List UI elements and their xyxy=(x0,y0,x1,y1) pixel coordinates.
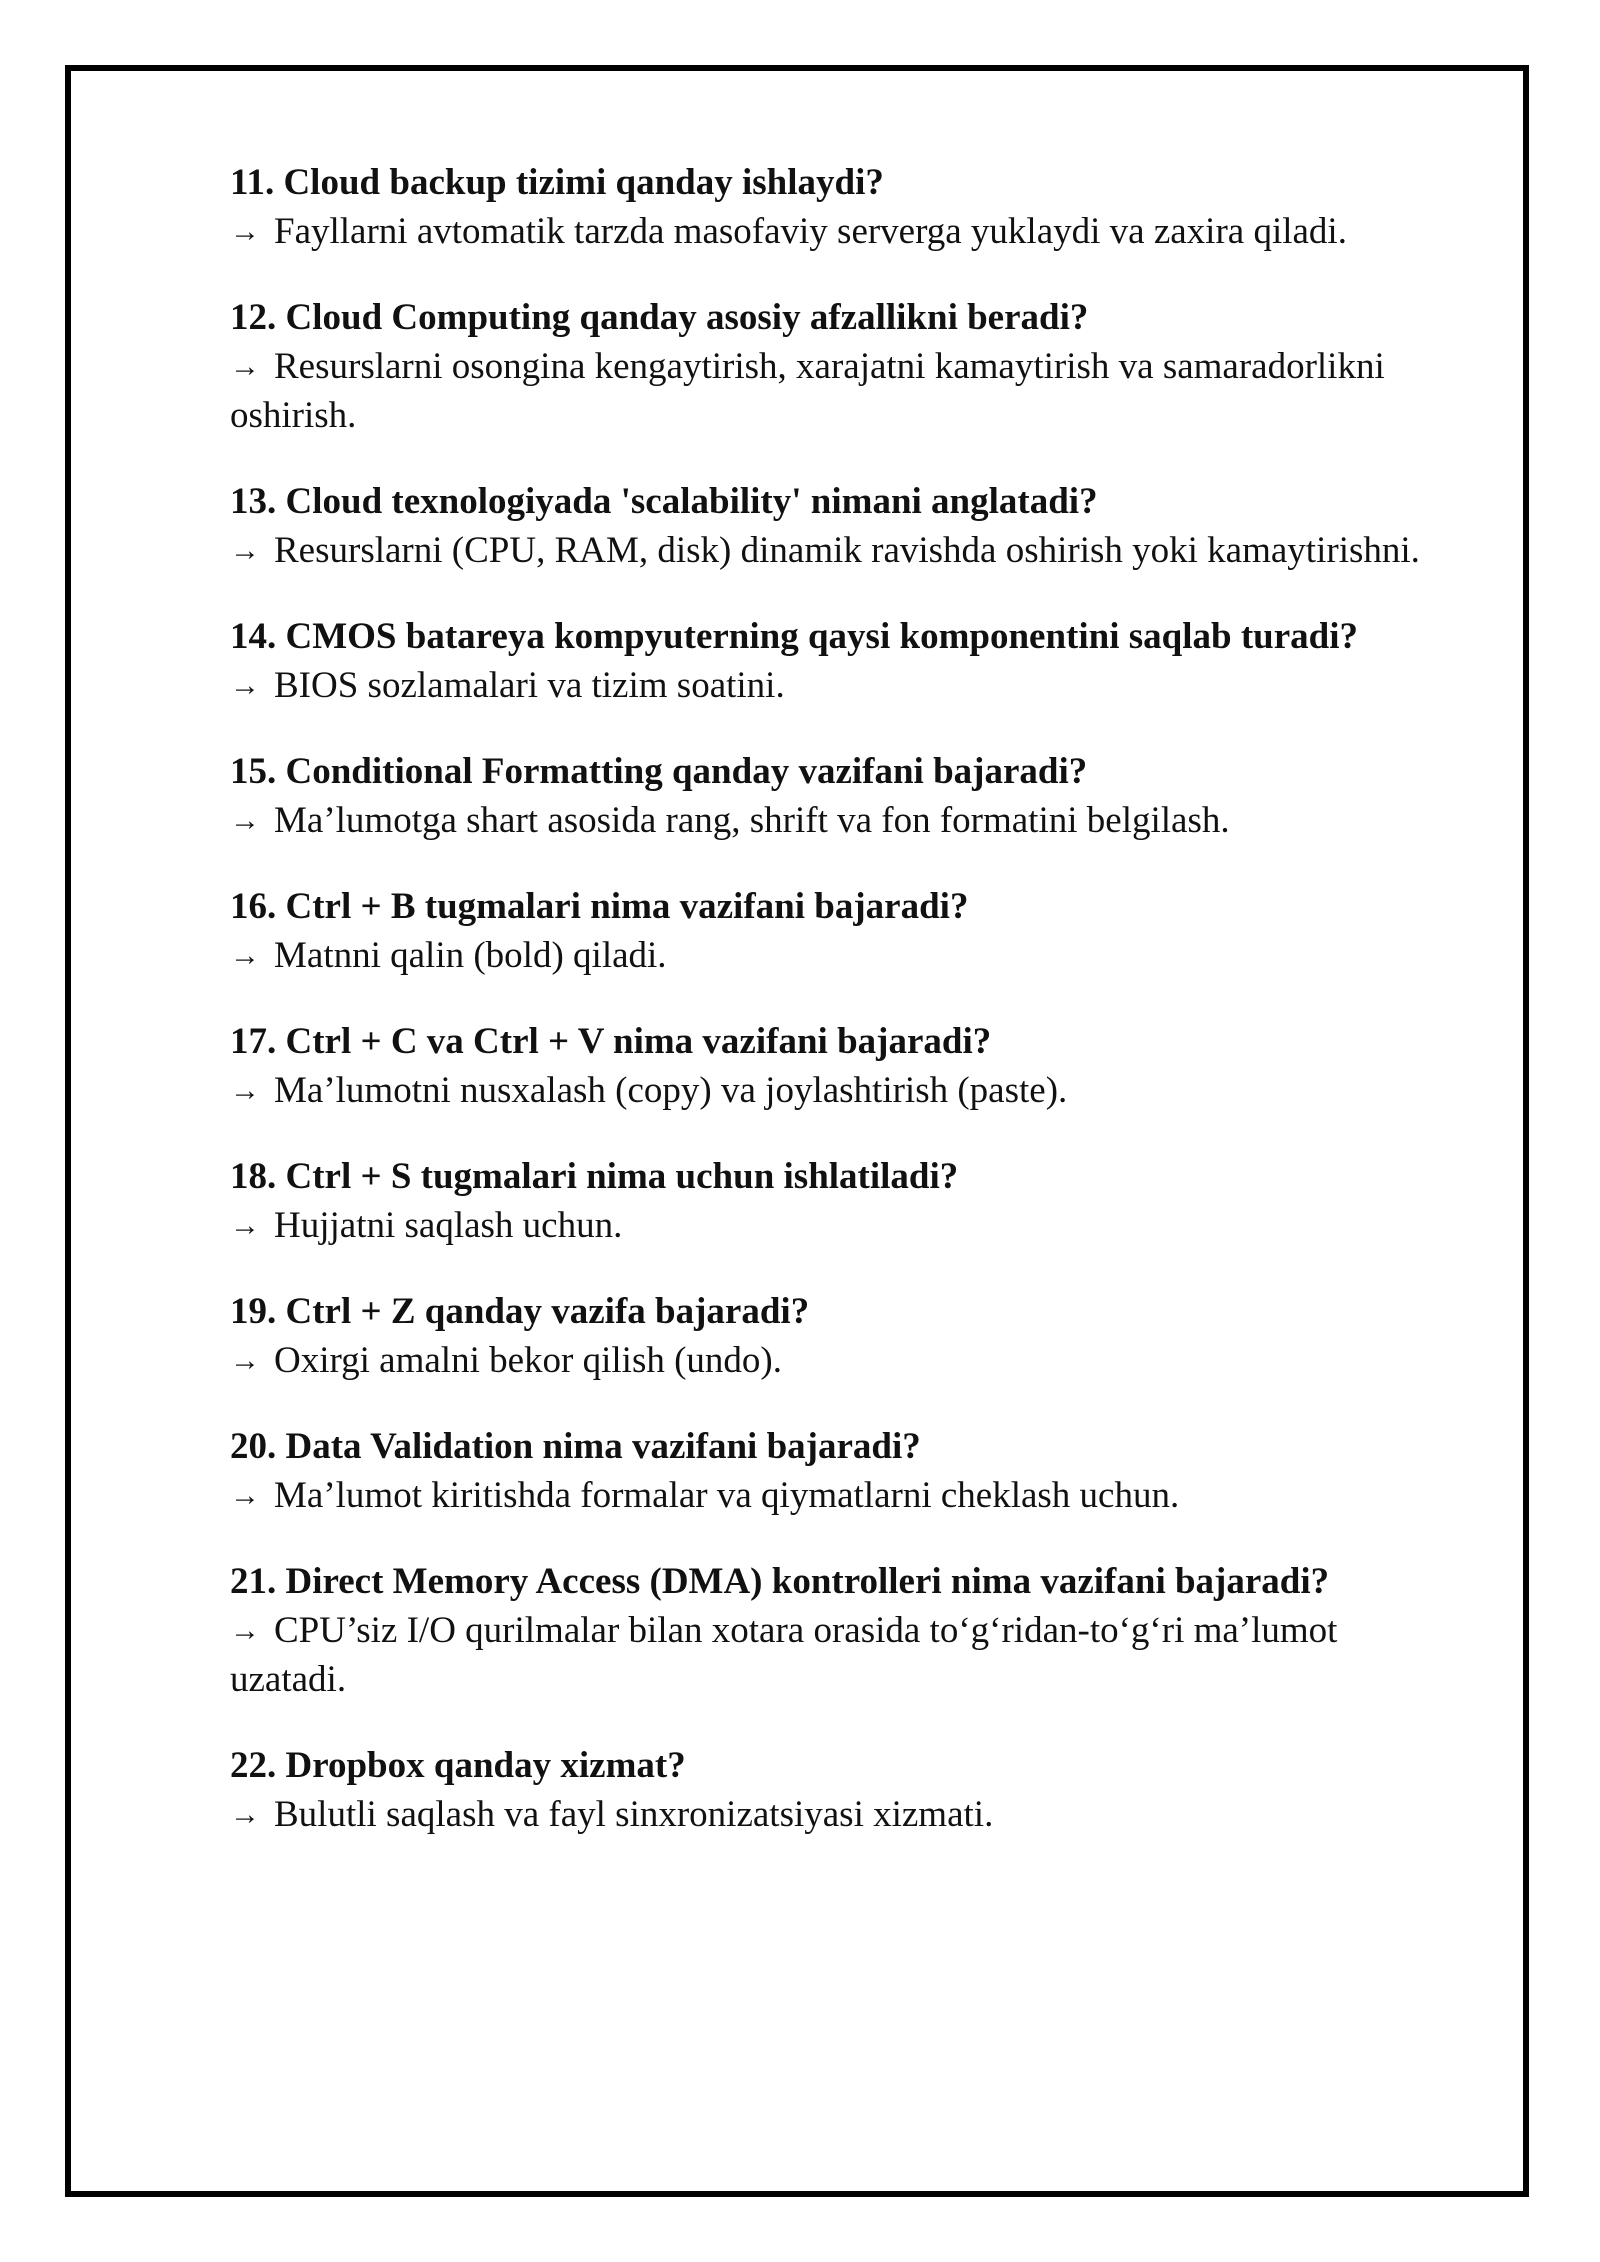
qa-list xyxy=(230,158,1460,1876)
qa-item-16 xyxy=(230,882,1460,980)
question-14: 14. CMOS batareya kompyuterning qaysi komponentini saqlab turadi? xyxy=(230,616,1359,657)
answer-12 xyxy=(230,342,1460,440)
answer-text-11: Fayllarni avtomatik tarzda masofaviy serverga yuklaydi va zaxira qiladi. xyxy=(274,211,1347,252)
answer-text-14: BIOS sozlamalari va tizim soatini. xyxy=(274,665,785,706)
right-arrow-icon: → xyxy=(230,534,260,567)
question-11: 11. Cloud backup tizimi qanday ishlaydi? xyxy=(230,162,884,203)
question-15: 15. Conditional Formatting qanday vazifani bajaradi? xyxy=(230,751,1088,792)
answer-text-22: Bulutli saqlash va fayl sinxronizatsiyasi xizmati. xyxy=(274,1794,994,1835)
question-18: 18. Ctrl + S tugmalari nima uchun ishlatiladi? xyxy=(230,1156,959,1197)
qa-item-15 xyxy=(230,747,1460,845)
answer-21 xyxy=(230,1606,1460,1704)
answer-text-20: Ma’lumot kiritishda formalar va qiymatlarni cheklash uchun. xyxy=(274,1475,1180,1516)
right-arrow-icon: → xyxy=(230,669,260,702)
question-19: 19. Ctrl + Z qanday vazifa bajaradi? xyxy=(230,1291,810,1332)
qa-item-13 xyxy=(230,477,1460,575)
answer-text-21: CPU’siz I/O qurilmalar bilan xotara orasida to‘g‘ridan-to‘g‘ri ma’lumot uzatadi. xyxy=(230,1610,1338,1700)
qa-item-12 xyxy=(230,293,1460,440)
answer-text-16: Matnni qalin (bold) qiladi. xyxy=(274,935,667,976)
right-arrow-icon: → xyxy=(230,1344,260,1377)
answer-14 xyxy=(230,661,1460,710)
answer-text-18: Hujjatni saqlash uchun. xyxy=(274,1205,623,1246)
question-22: 22. Dropbox qanday xizmat? xyxy=(230,1745,686,1786)
answer-text-17: Ma’lumotni nusxalash (copy) va joylashtirish (paste). xyxy=(274,1070,1068,1111)
answer-13 xyxy=(230,526,1460,575)
answer-18 xyxy=(230,1201,1460,1250)
answer-text-13: Resurslarni (CPU, RAM, disk) dinamik ravishda oshirish yoki kamaytirishni. xyxy=(274,530,1420,571)
answer-19 xyxy=(230,1336,1460,1385)
answer-11 xyxy=(230,207,1460,256)
qa-item-20 xyxy=(230,1422,1460,1520)
right-arrow-icon: → xyxy=(230,1209,260,1242)
answer-text-12: Resurslarni osongina kengaytirish, xarajatni kamaytirish va samaradorlikni oshirish. xyxy=(230,346,1385,436)
answer-20 xyxy=(230,1471,1460,1520)
qa-item-21 xyxy=(230,1557,1460,1704)
qa-item-18 xyxy=(230,1152,1460,1250)
question-12: 12. Cloud Computing qanday asosiy afzallikni beradi? xyxy=(230,297,1089,338)
answer-text-15: Ma’lumotga shart asosida rang, shrift va fon formatini belgilash. xyxy=(274,800,1230,841)
answer-17 xyxy=(230,1066,1460,1115)
question-21: 21. Direct Memory Access (DMA) kontrolleri nima vazifani bajaradi? xyxy=(230,1561,1330,1602)
question-20: 20. Data Validation nima vazifani bajaradi? xyxy=(230,1426,921,1467)
right-arrow-icon: → xyxy=(230,1798,260,1831)
qa-item-22 xyxy=(230,1741,1460,1839)
qa-item-14 xyxy=(230,612,1460,710)
right-arrow-icon: → xyxy=(230,1074,260,1107)
answer-16 xyxy=(230,931,1460,980)
right-arrow-icon: → xyxy=(230,1479,260,1512)
answer-15 xyxy=(230,796,1460,845)
qa-item-19 xyxy=(230,1287,1460,1385)
qa-item-17 xyxy=(230,1017,1460,1115)
question-16: 16. Ctrl + B tugmalari nima vazifani bajaradi? xyxy=(230,886,969,927)
answer-22 xyxy=(230,1790,1460,1839)
right-arrow-icon: → xyxy=(230,215,260,248)
right-arrow-icon: → xyxy=(230,804,260,837)
right-arrow-icon: → xyxy=(230,350,260,383)
qa-item-11 xyxy=(230,158,1460,256)
right-arrow-icon: → xyxy=(230,939,260,972)
question-17: 17. Ctrl + C va Ctrl + V nima vazifani bajaradi? xyxy=(230,1021,992,1062)
answer-text-19: Oxirgi amalni bekor qilish (undo). xyxy=(274,1340,782,1381)
right-arrow-icon: → xyxy=(230,1614,260,1647)
question-13: 13. Cloud texnologiyada 'scalability' nimani anglatadi? xyxy=(230,481,1098,522)
